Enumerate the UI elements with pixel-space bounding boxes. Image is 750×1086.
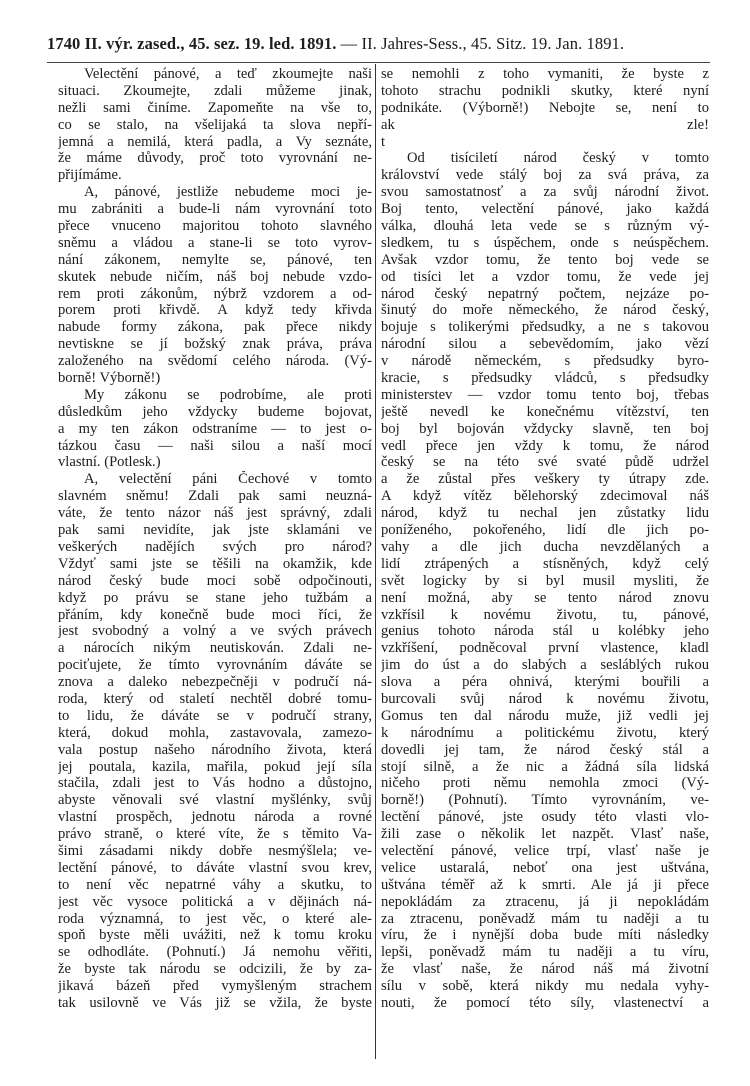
text-line: ještě nevedl ke konečnému vítězství, ten [381, 403, 709, 420]
text-line: poníženého, pokořeného, lidí dle jich po- [381, 522, 709, 539]
text-line: porem proti křivdě. A když tedy křivda [58, 302, 372, 319]
text-line: mu zabrániti a bude-li nám vyrovnání toto [58, 201, 372, 218]
text-line: to není věc nepatrné váhy a skutku, to [58, 876, 372, 893]
text-line: Vždyť sami jste se těšili na okamžik, kde [58, 555, 372, 572]
text-line: národ český nepatrný počtem, nejzáze po- [381, 285, 709, 302]
paragraph [58, 471, 372, 1012]
text-line: roda významná, to jest věc, o které ale- [58, 910, 372, 927]
text-line: abyste věnovali své vlastní myšlénky, svůj [58, 792, 372, 809]
text-line: rem proti zákonům, nýbrž vzdorem a od- [58, 285, 372, 302]
text-line: ak zle! [381, 116, 709, 133]
text-line: jej poutala, kazila, mařila, pokud její síla [58, 758, 372, 775]
text-line: nepokládám za ztracenu, já ji nepokládám [381, 893, 709, 910]
text-line: národ český bude moci sobě odpočinouti, [58, 572, 372, 589]
text-line: pociťujete, že tímto vyrovnáním dáváte se [58, 657, 372, 674]
text-line: boj byl bojován vždycky slavně, ten boj [381, 420, 709, 437]
text-line: jest svobodný a volný a ve svých právech [58, 623, 372, 640]
text-line: co se stalo, na všelijaká ta slova nepří- [58, 116, 372, 133]
text-line: vahy a dle jich ducha nevzdělaných a [381, 538, 709, 555]
text-line: víru, že i nynější doba bude míti následky [381, 927, 709, 944]
text-line: nouti, že pomocí této síly, vlastenectví a [381, 994, 709, 1011]
text-line: k národnímu a politickému životu, který [381, 724, 709, 741]
text-line: stačila, zdali jest to Vás hodno a důstojno, [58, 775, 372, 792]
paragraph [58, 387, 372, 471]
text-line: Boj tento, velectění pánové, jako každá [381, 201, 709, 218]
text-line: vedl přece jen vždy k tomu, že národ [381, 437, 709, 454]
paragraph [381, 150, 709, 1011]
text-line: království vede stálý boj za svá práva, za [381, 167, 709, 184]
text-line: vala postup našeho národního života, která [58, 741, 372, 758]
text-line: za ztracenu, poněvadž mám tu naději a tu [381, 910, 709, 927]
text-line: Gomus ten dal národu muže, již vedli jej [381, 707, 709, 724]
text-line: stojí silně, a že nic a žádná síla lidská [381, 758, 709, 775]
text-line: když po právu se stane jeho tužbám a [58, 589, 372, 606]
text-line: jikavá bázeň před vymyšleným strachem [58, 978, 372, 995]
column-divider [375, 64, 376, 1059]
text-line: od tisíci let a vzdor tomu, že vede jej [381, 268, 709, 285]
text-line: přece vnuceno majoritou tohoto slavného [58, 218, 372, 235]
text-line: veškerých nadějích svých pro národ? [58, 538, 372, 555]
text-line: velectění pánové, velice trpí, vlasť naše je [381, 842, 709, 859]
text-line: burcovali svůj národ k novému životu, [381, 690, 709, 707]
text-line: národní silou a sebevědomím, jako vězí [381, 336, 709, 353]
text-line: nevtiskne se jí božský znak práva, práva [58, 336, 372, 353]
text-line: vlastní. (Potlesk.) [58, 454, 161, 471]
text-line: Od tisíciletí národ český v tomto [407, 150, 709, 167]
page-header [47, 34, 707, 54]
text-line: a my ten zákon odstraníme — to jest o- [58, 420, 372, 437]
text-line: která, dokud mohla, zastavovala, zamezo- [58, 724, 372, 741]
left-column [58, 66, 372, 1012]
text-line: nabude formy zákona, pak přece nikdy [58, 319, 372, 336]
text-line: sledkem, tu s úspěchem, onde s neúspěchem. [381, 234, 709, 251]
text-line: velice ustaralá, neboť ona jest uštvána, [381, 859, 709, 876]
text-line: a nárocích nikým neutiskován. Zdali ne- [58, 640, 372, 657]
text-line: tázkou času — naši silou a naší mocí [58, 437, 372, 454]
text-line: nežli sami činíme. Zapomeňte na vše to, [58, 99, 372, 116]
text-line: uštvána téměř až k smrti. Ale já ji přece [381, 876, 709, 893]
text-line: dovedli jej tam, že národ český stál a [381, 741, 709, 758]
text-line: že máme důvody, proč toto vyrovnání ne- [58, 150, 372, 167]
text-line: jest věc vysoce politická a v dějinách ná- [58, 893, 372, 910]
text-line: Avšak vzdor tomu, že tento boj vede se [381, 251, 709, 268]
text-line: se odhodláte. (Pohnutí.) Já nemohu věřiti, [58, 944, 372, 961]
text-line: národ, když tu nechal jen zůstatky lidu [381, 505, 709, 522]
text-line: svět logicky by si byl musil mysliti, že [381, 572, 709, 589]
text-line: lectění pánové, to dáváte vlastní svou krev, [58, 859, 372, 876]
text-line: přijímáme. [58, 167, 122, 184]
header-rule [47, 62, 710, 63]
text-line: znova a daleko nebezpečněji v područí ná- [58, 674, 372, 691]
text-line: podnikáte. (Výborně!) Nebojte se, není to [381, 99, 709, 116]
paragraph [381, 66, 709, 150]
text-line: nání zákonem, nemylte se, pánové, ten [58, 251, 372, 268]
text-line: spoň byste měli uvážiti, než k tomu kroku [58, 927, 372, 944]
text-line: v národě německém, s předsudky byro- [381, 353, 709, 370]
text-line: že byste tak národu se odcizili, že by za- [58, 961, 372, 978]
text-line: tak usilovně ve Vás již se vžila, že byste [58, 994, 372, 1011]
text-line: slavném sněmu! Zdali pak sami neuzná- [58, 488, 372, 505]
paragraph [58, 66, 372, 184]
text-line: to lidu, že dáváte se v područí strany, [58, 707, 372, 724]
text-line: A když vítěz bělehorský zdecimoval náš [381, 488, 709, 505]
text-line: ničeho proti němu nemohla zmoci (Vý- [381, 775, 709, 792]
text-line: že vlasť naše, že národ náš má životní [381, 961, 709, 978]
text-line: se nemohli z toho vymaniti, že byste z [381, 66, 709, 82]
text-line: lidí ztrápených a stísněných, když celý [381, 555, 709, 572]
text-line: Velectění pánové, a teď zkoumejte naši [84, 66, 372, 82]
text-line: bojuje s tolikerými předsudky, a ne s takovou [381, 319, 709, 336]
text-line: a že zůstal přes veškery ty útrapy zde. [381, 471, 709, 488]
text-line: svou samostatnosť a za svůj národní život. [381, 184, 709, 201]
header-czech: 1740 II. výr. zased., 45. sez. 19. led. 1891. [47, 34, 337, 53]
text-line: sílu v sobě, která nikdy mu nedala vyhy- [381, 978, 709, 995]
text-line: lectění pánové, jste osudy této vlasti vlo- [381, 809, 709, 826]
text-line: šinutý do moře německého, že národ český, [381, 302, 709, 319]
text-line: váte, že tento názor náš jest správný, zdali [58, 505, 372, 522]
text-line: přáním, kdy konečně bude moci říci, že [58, 606, 372, 623]
text-line: borně!) (Pohnutí). Tímto vyrovnáním, ve- [381, 792, 709, 809]
text-line: ministerstev — vzdor tomu tento boj, třebas [381, 386, 709, 403]
text-line: genius tohoto národa stál u kolébky jeho [381, 623, 709, 640]
text-line: slova a péra ohnivá, kterými bouřili a [381, 674, 709, 691]
text-line: borně! Výborně!) [58, 370, 161, 387]
header-german: — II. Jahres-Sess., 45. Sitz. 19. Jan. 1891. [336, 34, 625, 53]
text-line: pak sami nevidíte, jak jste sklamáni ve [58, 522, 372, 539]
text-line: šimi zásadami nikdy dobře nesmýšlela; ve- [58, 842, 372, 859]
text-line: kracie, s předsudky vládců, s předsudky [381, 370, 709, 387]
text-line: roda, který od staletí nechtěl dobré tomu- [58, 690, 372, 707]
paragraph [58, 184, 372, 387]
text-line: situaci. Zkoumejte, zdali můžeme jinak, [58, 82, 372, 99]
text-line: A, pánové, jestliže nebudeme moci je- [84, 184, 372, 201]
text-line: není možná, aby se tento národ znovu [381, 589, 709, 606]
text-line: válka, dlouhá leta vede se s různým vý- [381, 218, 709, 235]
text-line: právo straně, o které víte, že s těmito Va- [58, 826, 372, 843]
text-line: jim do úst a do slabých a sesláblých rukou [381, 657, 709, 674]
text-line: vlastní prospěch, jednotu národa a rovné [58, 809, 372, 826]
text-line: sněmu a vládou a stane-li se toto vyrov- [58, 234, 372, 251]
text-line: jemná a nemilá, která padla, a Vy seznáte, [58, 133, 372, 150]
text-line: český se na této své svaté půdě udržel [381, 454, 709, 471]
text-line: vzkříšení, podněcoval první vlastence, kladl [381, 640, 709, 657]
text-line: skutek nebude ničím, náš boj nebude vzdo- [58, 268, 372, 285]
text-line: vzkřísil k novému životu, tu, pánové, [381, 606, 709, 623]
text-line: t [381, 133, 386, 150]
text-line: žili zase o několik let nazpět. Vlasť naše, [381, 826, 709, 843]
text-line: tohoto strachu podnikli skutky, které nyní [381, 82, 709, 99]
text-line: lepši, poněvadž mám tu naději a tu víru, [381, 944, 709, 961]
text-line: A, velectění páni Čechové v tomto [84, 471, 372, 488]
text-line: důsledkům jeho vždycky budeme bojovat, [58, 403, 372, 420]
text-line: založeného na svědomí celého národa. (Vý- [58, 353, 372, 370]
right-column [381, 66, 709, 1012]
text-line: My zákonu se podrobíme, ale proti [84, 386, 372, 403]
